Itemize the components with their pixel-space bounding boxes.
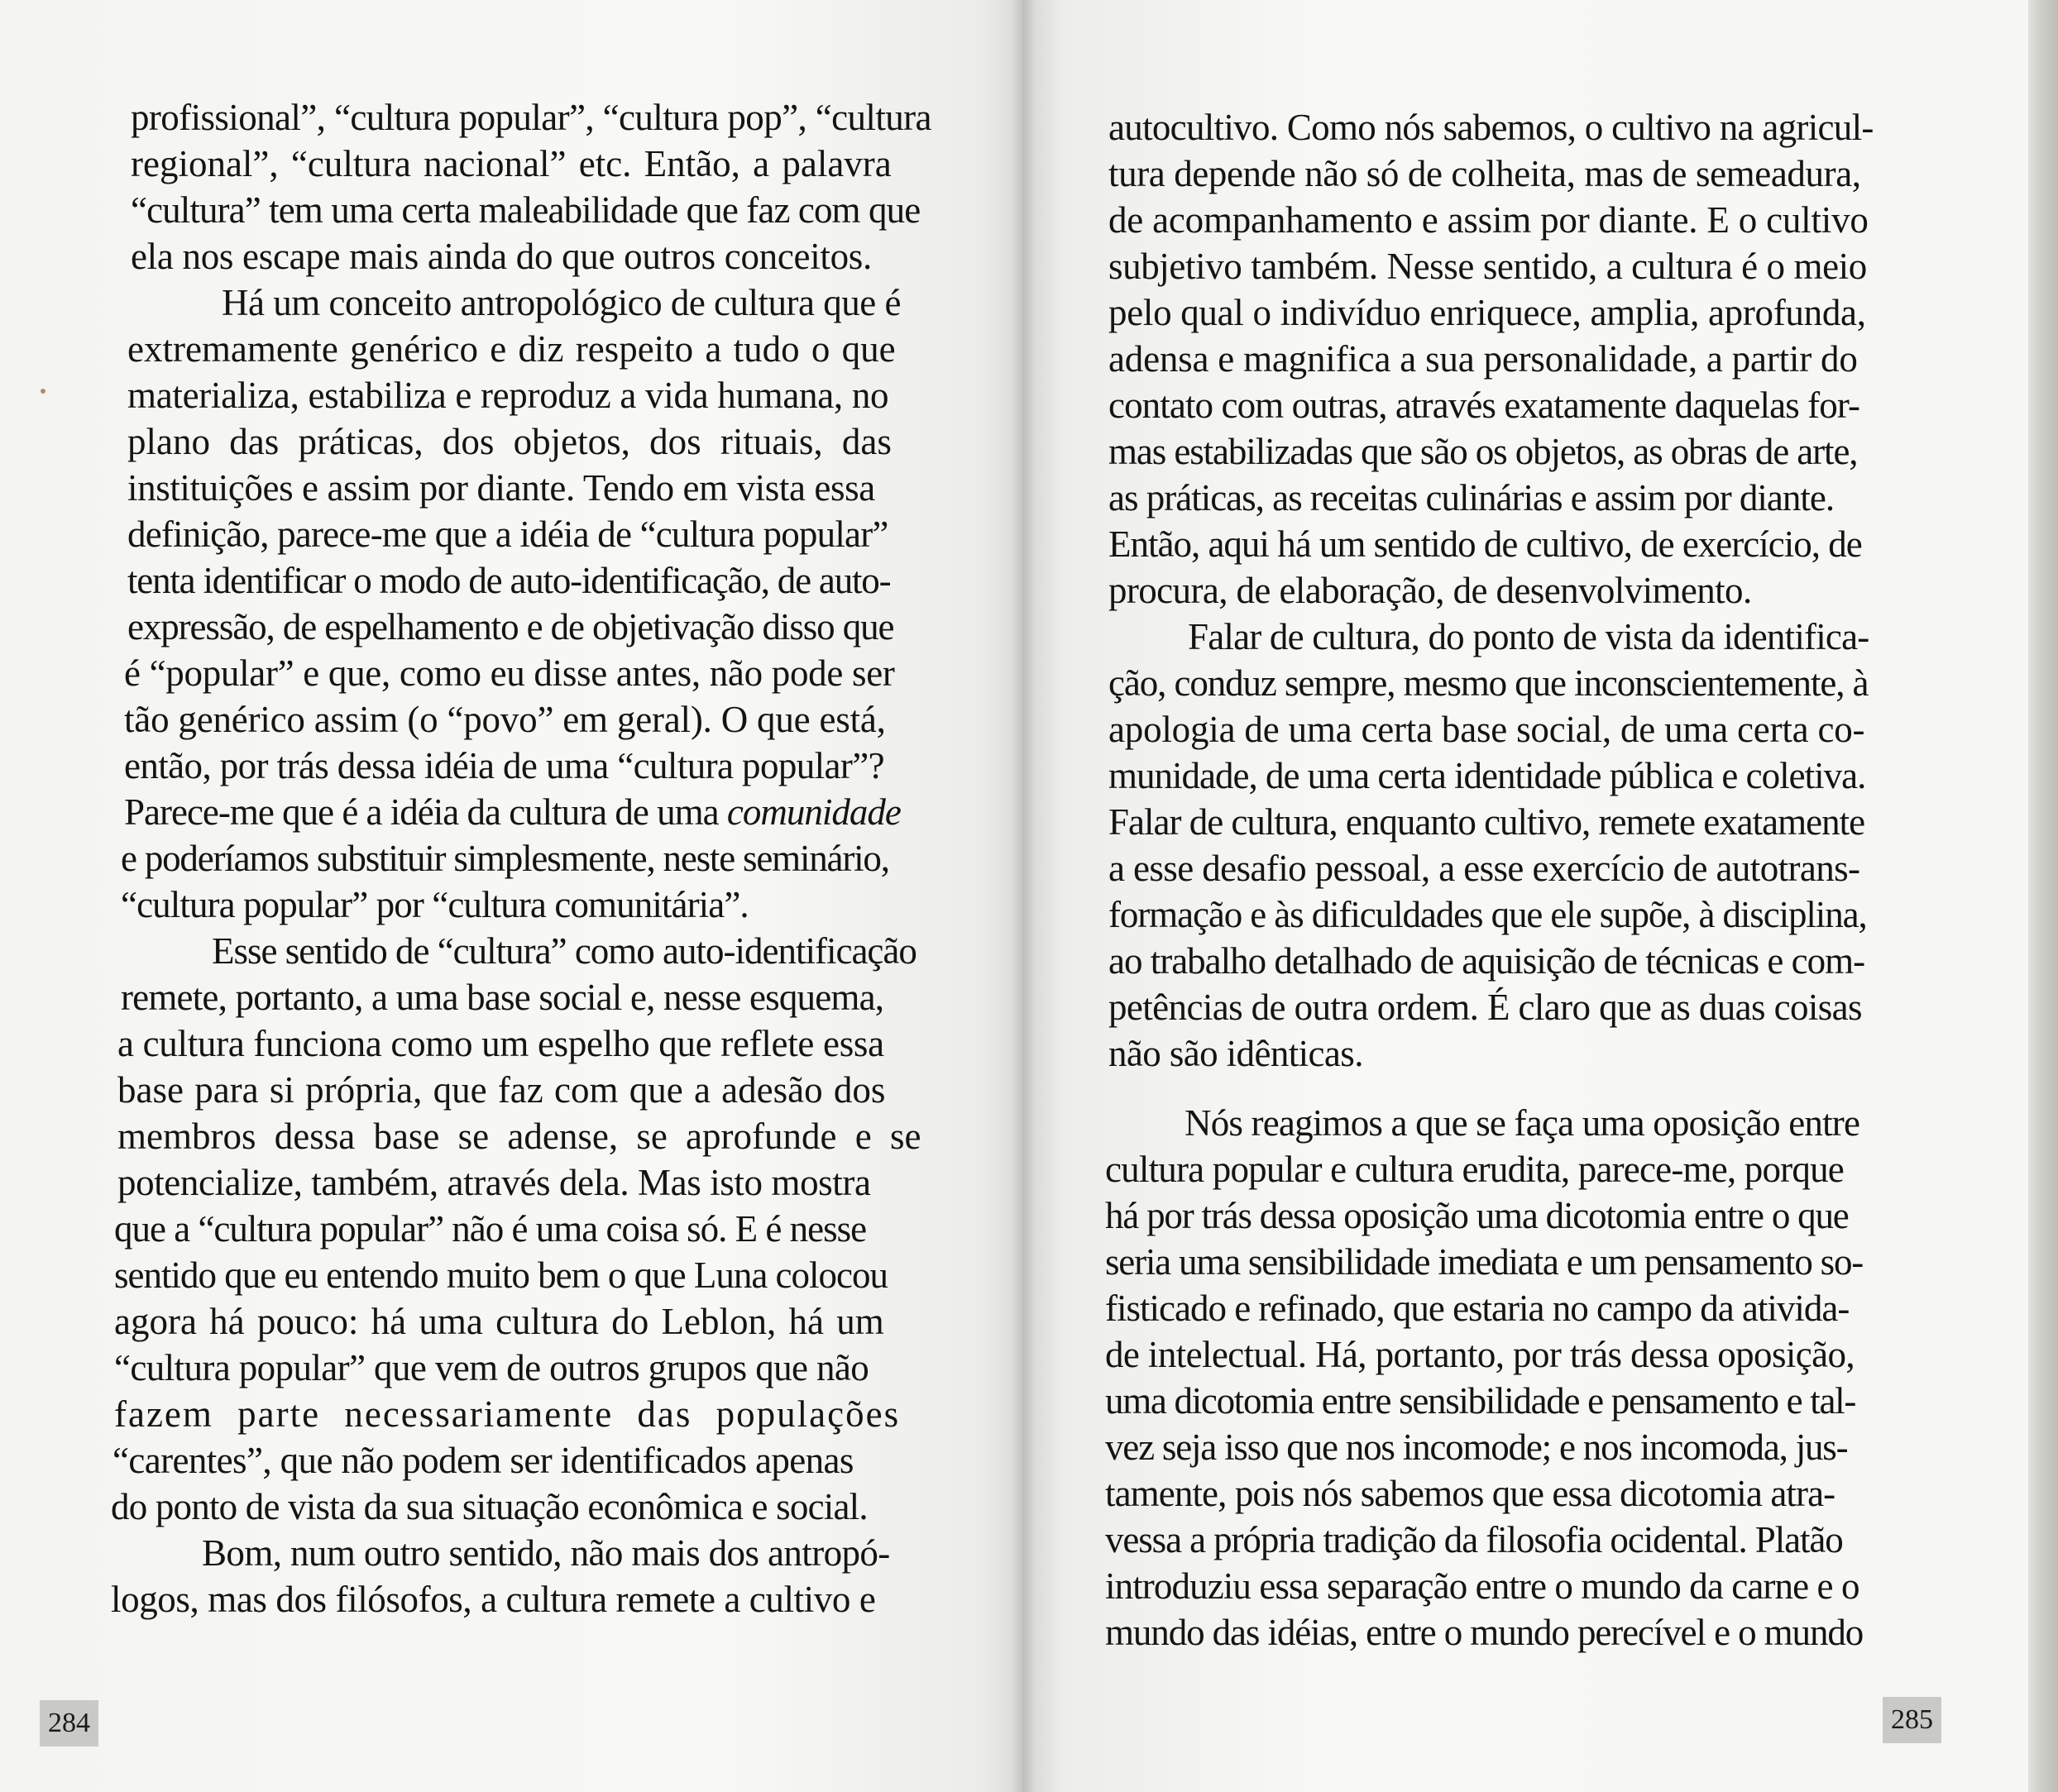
text-line: mas estabilizadas que são os objetos, as obras de arte, <box>1108 431 1858 472</box>
text-line: não são idênticas. <box>1108 1033 1363 1074</box>
text-line: potencialize, também, através dela. Mas isto mostra <box>117 1162 871 1203</box>
text-line: materializa, estabiliza e reproduz a vida humana, no <box>127 375 889 416</box>
page-number: 285 <box>1883 1697 1941 1743</box>
text-line: “cultura popular” que vem de outros grupos que não <box>114 1347 869 1388</box>
text-line: remete, portanto, a uma base social e, nesse esquema, <box>121 977 884 1018</box>
text-line: Há um conceito antropológico de cultura que é <box>222 282 901 323</box>
right-page <box>1022 0 2028 1792</box>
text-line: a cultura funciona como um espelho que reflete essa <box>117 1023 884 1064</box>
text-line: fazem parte necessariamente das populações <box>114 1393 901 1435</box>
text-line: Falar de cultura, enquanto cultivo, remete exatamente <box>1108 801 1865 843</box>
text-line: Nós reagimos a que se faça uma oposição entre <box>1185 1102 1860 1144</box>
text-line: de acompanhamento e assim por diante. E o cultivo <box>1108 199 1869 241</box>
text-line: subjetivo também. Nesse sentido, a cultura é o meio <box>1108 246 1867 287</box>
text-line: membros dessa base se adense, se aprofunde e se <box>117 1116 921 1157</box>
text-line: de intelectual. Há, portanto, por trás dessa oposição, <box>1105 1334 1855 1375</box>
text-line-start: Parece-me que é a idéia da cultura de uma <box>124 791 727 833</box>
text-line: sentido que eu entendo muito bem o que Luna colocou <box>114 1254 888 1296</box>
text-line: uma dicotomia entre sensibilidade e pensamento e tal- <box>1105 1380 1856 1422</box>
text-line: agora há pouco: há uma cultura do Leblon, há um <box>114 1301 884 1342</box>
text-line: Esse sentido de “cultura” como auto-identificação <box>212 930 917 972</box>
text-line: apologia de uma certa base social, de uma certa co- <box>1108 709 1865 750</box>
book-gutter <box>1011 0 1036 1792</box>
text-line: expressão, de espelhamento e de objetivação disso que <box>127 606 894 648</box>
page-number: 284 <box>40 1700 98 1747</box>
left-page-body <box>0 0 1022 1792</box>
text-line: instituições e assim por diante. Tendo em vista essa <box>127 467 875 509</box>
text-line: a esse desafio pessoal, a esse exercício de autotrans- <box>1108 848 1860 889</box>
text-line: contato com outras, através exatamente daquelas for- <box>1108 385 1860 426</box>
text-line: tão genérico assim (o “povo” em geral). O que está, <box>124 699 886 740</box>
text-line: Então, aqui há um sentido de cultivo, de exercício, de <box>1108 523 1862 565</box>
text-line: introduziu essa separação entre o mundo da carne e o <box>1105 1565 1859 1607</box>
text-line <box>124 789 901 835</box>
text-line: mundo das idéias, entre o mundo perecível e o mundo <box>1105 1612 1864 1653</box>
text-line: base para si própria, que faz com que a adesão dos <box>117 1069 886 1111</box>
text-line: adensa e magnifica a sua personalidade, a partir do <box>1108 338 1858 380</box>
text-line: então, por trás dessa idéia de uma “cultura popular”? <box>124 745 885 786</box>
text-line: tenta identificar o modo de auto-identificação, de auto- <box>127 560 891 601</box>
text-line: fisticado e refinado, que estaria no campo da ativida- <box>1105 1288 1850 1329</box>
text-line: ao trabalho detalhado de aquisição de técnicas e com- <box>1108 940 1865 982</box>
text-line: Bom, num outro sentido, não mais dos antropó- <box>202 1532 890 1574</box>
text-line: profissional”, “cultura popular”, “cultura pop”, “cultura <box>131 97 931 138</box>
italic-word: comunidade <box>726 791 901 833</box>
text-line: vessa a própria tradição da filosofia ocidental. Platão <box>1105 1519 1843 1560</box>
text-line: autocultivo. Como nós sabemos, o cultivo na agricul- <box>1108 107 1874 148</box>
text-line: vez seja isso que nos incomode; e nos incomoda, jus- <box>1105 1426 1848 1468</box>
text-line: extremamente genérico e diz respeito a tudo o que <box>127 328 896 370</box>
right-page-body <box>1022 0 2028 1792</box>
text-line: tamente, pois nós sabemos que essa dicotomia atra- <box>1105 1473 1835 1514</box>
text-line: ção, conduz sempre, mesmo que inconscientemente, à <box>1108 662 1869 704</box>
text-line: as práticas, as receitas culinárias e assim por diante. <box>1108 477 1835 518</box>
page-edges <box>2028 0 2058 1792</box>
text-line: logos, mas dos filósofos, a cultura remete a cultivo e <box>111 1579 876 1620</box>
text-line: munidade, de uma certa identidade pública e coletiva. <box>1108 755 1866 796</box>
text-line: Falar de cultura, do ponto de vista da identifica- <box>1188 616 1869 657</box>
text-line: tura depende não só de colheita, mas de semeadura, <box>1108 153 1861 194</box>
text-line: ela nos escape mais ainda do que outros conceitos. <box>131 236 872 277</box>
text-line: “cultura popular” por “cultura comunitária”. <box>121 884 749 925</box>
text-line: cultura popular e cultura erudita, parece-me, porque <box>1105 1149 1844 1190</box>
text-line: “cultura” tem uma certa maleabilidade que faz com que <box>131 189 921 231</box>
text-line: “carentes”, que não podem ser identificados apenas <box>112 1440 854 1481</box>
left-page <box>0 0 1022 1792</box>
text-line: e poderíamos substituir simplesmente, neste seminário, <box>121 838 889 879</box>
text-line: do ponto de vista da sua situação econômica e social. <box>111 1486 868 1527</box>
text-line: pelo qual o indivíduo enriquece, amplia, aprofunda, <box>1108 292 1866 333</box>
text-line: definição, parece-me que a idéia de “cultura popular” <box>127 514 888 555</box>
text-line: plano das práticas, dos objetos, dos rituais, das <box>127 421 892 462</box>
text-line: seria uma sensibilidade imediata e um pensamento so- <box>1105 1241 1864 1283</box>
text-line: regional”, “cultura nacional” etc. Então, a palavra <box>131 143 892 184</box>
text-line: formação e às dificuldades que ele supõe, à disciplina, <box>1108 894 1867 935</box>
text-line: que a “cultura popular” não é uma coisa só. E é nesse <box>114 1208 867 1250</box>
text-line: procura, de elaboração, de desenvolvimento. <box>1108 570 1752 611</box>
text-line: há por trás dessa oposição uma dicotomia entre o que <box>1105 1195 1849 1236</box>
text-line: é “popular” e que, como eu disse antes, não pode ser <box>124 652 895 694</box>
text-line: petências de outra ordem. É claro que as duas coisas <box>1108 987 1862 1028</box>
